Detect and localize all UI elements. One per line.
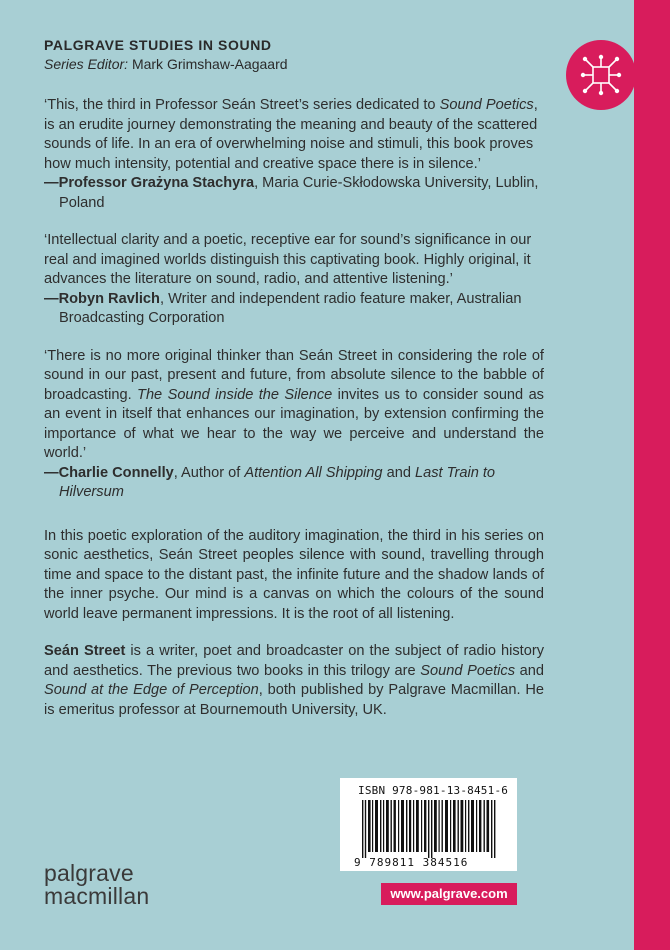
quote-attribution: —Professor Grażyna Stachyra, Maria Curie-Skłodowska University, Lublin, Poland	[44, 175, 539, 211]
quote-text: ‘Intellectual clarity and a poetic, receptive ear for sound’s significance in our real and imagined worlds distinguish this captivating book. Highly original, it advances the literature on sound, radio, and attentive listening.’	[44, 232, 532, 287]
author-bio: Seán Street is a writer, poet and broadcaster on the subject of radio history and aesthetics. The previous two books in this trilogy are Sound Poetics and Sound at the Edge of Perception, both published by Palgrave Macmillan. He is emeritus professor at Bournemouth University, UK.	[44, 643, 544, 718]
author-name: Seán Street	[44, 643, 126, 659]
publisher-name-line2: macmillan	[44, 883, 150, 909]
back-cover-text	[44, 96, 544, 720]
isbn-barcode	[340, 778, 517, 871]
series-editor-label: Series Editor:	[44, 56, 129, 72]
book-description: In this poetic exploration of the auditory imagination, the third in his series on sonic aesthetics, Seán Street peoples silence with sound, travelling through time and space to the distant past, the infinite future and the shadow lands of the inner psyche. Our mind is a canvas on which the colours of the sound world leave permanent impressions. It is the root of all listening.	[44, 527, 544, 622]
series-editor-name: Mark Grimshaw-Aagaard	[131, 56, 288, 72]
palgrave-emblem-icon	[566, 40, 636, 110]
isbn-number: ISBN 978-981-13-8451-6	[358, 784, 509, 797]
barcode-digits: 9 789811 384516	[354, 856, 469, 869]
endorsement-quote	[44, 96, 544, 213]
endorsement-quote	[44, 231, 544, 329]
quote-author: —Robyn Ravlich	[44, 290, 160, 307]
series-title: PALGRAVE STUDIES IN SOUND	[44, 37, 272, 53]
publisher-logo	[44, 862, 149, 908]
quote-attribution: —Robyn Ravlich, Writer and independent radio feature maker, Australian Broadcasting Corporation	[44, 290, 522, 326]
endorsement-quote	[44, 347, 544, 503]
series-info	[44, 36, 288, 73]
spine-stripe	[634, 0, 670, 950]
quote-text: ‘There is no more original thinker than Seán Street in considering the role of sound in our past, present and future, from absolute silence to the babble of broadcasting. The Sound inside the Silence invites us to consider sound as an event in itself that enhances our imagination, by extension confirming the importance of what we hear to the way we perceive and understand the world.’	[44, 347, 544, 461]
publisher-website[interactable]: www.palgrave.com	[381, 883, 517, 905]
barcode-icon	[362, 800, 498, 858]
quote-text: ‘This, the third in Professor Seán Street’s series dedicated to Sound Poetics, is an erudite journey demonstrating the meaning and beauty of the scattered sounds of life. In an era of overwhelming noise and stimuli, this book proves how much intensity, potential and creative space there is in silence.’	[44, 97, 538, 172]
quote-attribution: —Charlie Connelly, Author of Attention All Shipping and Last Train to Hilversum	[44, 464, 496, 500]
publisher-name-line1: palgrave	[44, 860, 134, 886]
series-editor	[44, 55, 288, 73]
quote-author: —Charlie Connelly	[44, 464, 174, 481]
quote-author: —Professor Grażyna Stachyra	[44, 175, 255, 191]
